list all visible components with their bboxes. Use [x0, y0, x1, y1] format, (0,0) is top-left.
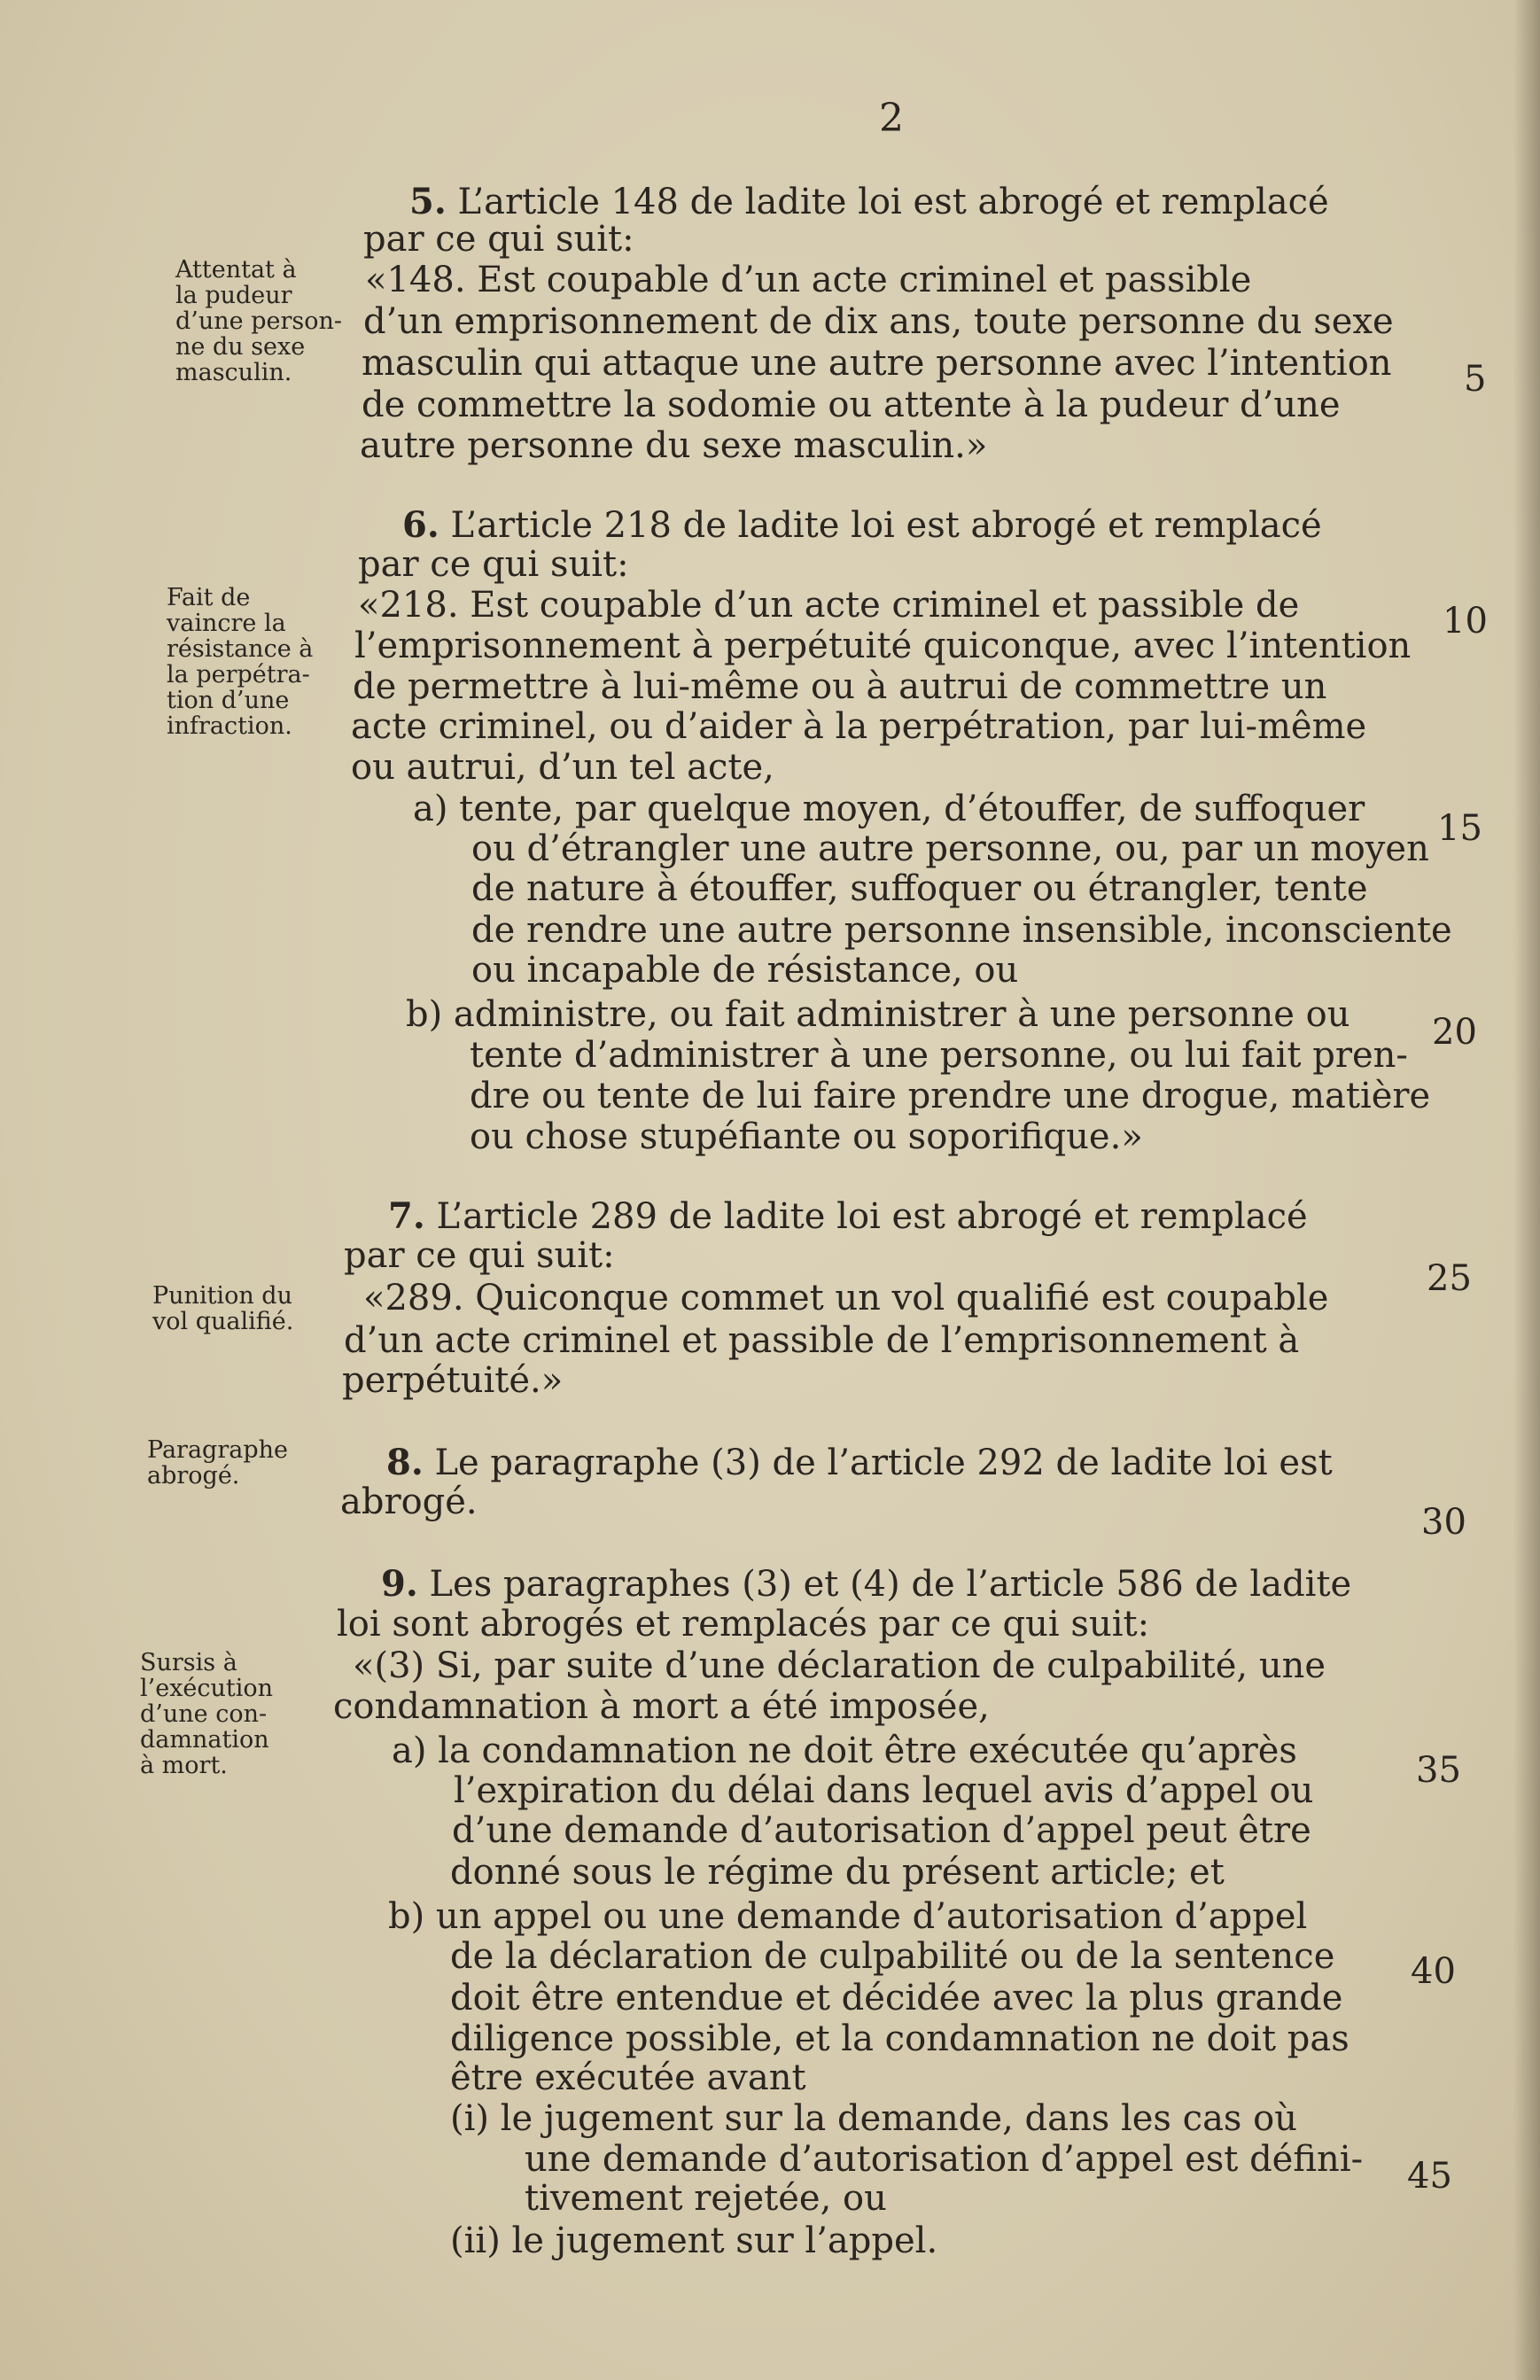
section-line: l’emprisonnement à perpétuité quiconque, avec l’intention — [354, 626, 1412, 666]
section-line: par ce qui suit: — [363, 219, 634, 260]
section-line: ou autrui, d’un tel acte, — [351, 747, 774, 788]
section-line: de permettre à lui-même ou à autrui de commettre un — [353, 666, 1327, 707]
section-line: dre ou tente de lui faire prendre une drogue, matière — [470, 1076, 1431, 1116]
section-line: donné sous le régime du présent article; et — [450, 1852, 1225, 1893]
section-line: de la déclaration de culpabilité ou de la sentence — [450, 1936, 1335, 1977]
line-number: 20 — [1432, 1012, 1477, 1053]
section-line: abrogé. — [340, 1482, 478, 1522]
section-number: 8. — [386, 1442, 424, 1483]
margin-note-vol-qualifie: Punition du vol qualifié. — [152, 1282, 294, 1335]
margin-note-attentat: Attentat à la pudeur d’une person- ne du sexe masculin. — [175, 256, 342, 386]
section-line: tivement rejetée, ou — [525, 2178, 887, 2219]
section-line: d’un emprisonnement de dix ans, toute personne du sexe — [363, 301, 1394, 342]
section-line: ou chose stupéfiante ou soporifique.» — [470, 1116, 1143, 1157]
section-line: être exécutée avant — [450, 2057, 806, 2098]
line-number: 10 — [1443, 601, 1488, 642]
section-line: 6. L’article 218 de ladite loi est abrogé et remplacé — [402, 504, 1322, 546]
section-line: diligence possible, et la condamnation ne doit pas — [450, 2018, 1349, 2059]
section-line: ou incapable de résistance, ou — [471, 950, 1019, 991]
section-line: «(3) Si, par suite d’une déclaration de culpabilité, une — [353, 1645, 1326, 1686]
section-number: 9. — [381, 1563, 418, 1605]
section-line: par ce qui suit: — [344, 1235, 615, 1276]
margin-note-sursis: Sursis à l’exécution d’une con- damnation à mort. — [140, 1649, 274, 1779]
line-number: 45 — [1407, 2156, 1452, 2197]
page-number: 2 — [879, 96, 904, 141]
margin-note-resistance: Fait de vaincre la résistance à la perpétra- tion d’une infraction. — [167, 584, 314, 740]
line-number: 40 — [1411, 1951, 1456, 1992]
section-line: tente d’administrer à une personne, ou lui fait pren- — [470, 1035, 1408, 1076]
section-line: une demande d’autorisation d’appel est défini- — [525, 2139, 1364, 2180]
section-line: b) administre, ou fait administrer à une personne ou — [406, 994, 1350, 1035]
line-number: 15 — [1437, 808, 1482, 849]
section-line: 9. Les paragraphes (3) et (4) de l’article 586 de ladite — [381, 1563, 1352, 1605]
section-line: par ce qui suit: — [358, 544, 629, 585]
section-line: b) un appel ou une demande d’autorisation d’appel — [388, 1896, 1308, 1937]
section-line: autre personne du sexe masculin.» — [360, 425, 988, 466]
section-line: de nature à étouffer, suffoquer ou étrangler, tente — [471, 868, 1368, 909]
section-line: «218. Est coupable d’un acte criminel et passible de — [358, 585, 1300, 626]
section-line: a) tente, par quelque moyen, d’étouffer, de suffoquer — [413, 789, 1365, 829]
section-line: ou d’étrangler une autre personne, ou, par un moyen — [471, 828, 1429, 869]
section-line: 8. Le paragraphe (3) de l’article 292 de ladite loi est — [386, 1442, 1333, 1483]
section-line: «148. Est coupable d’un acte criminel et passible — [365, 260, 1252, 300]
section-line: 5. L’article 148 de ladite loi est abrogé et remplacé — [409, 181, 1329, 222]
section-number: 5. — [409, 181, 447, 222]
section-line: de rendre une autre personne insensible, inconsciente — [471, 910, 1452, 951]
section-line: a) la condamnation ne doit être exécutée qu’après — [392, 1731, 1297, 1771]
section-line: condamnation à mort a été imposée, — [333, 1686, 990, 1727]
section-line: de commettre la sodomie ou attente à la pudeur d’une — [362, 385, 1341, 425]
section-line: (ii) le jugement sur l’appel. — [450, 2221, 938, 2261]
line-number: 35 — [1416, 1750, 1461, 1791]
margin-note-paragraphe-abroge: Paragraphe abrogé. — [147, 1436, 288, 1489]
section-line: d’un acte criminel et passible de l’emprisonnement à — [344, 1320, 1300, 1361]
section-line: doit être entendue et décidée avec la plus grande — [450, 1978, 1343, 2018]
line-number: 25 — [1427, 1258, 1472, 1299]
section-line: 7. L’article 289 de ladite loi est abrogé et remplacé — [388, 1195, 1308, 1237]
section-line: l’expiration du délai dans lequel avis d’appel ou — [454, 1770, 1314, 1811]
section-line: (i) le jugement sur la demande, dans les cas où — [450, 2098, 1297, 2139]
section-line: masculin qui attaque une autre personne avec l’intention — [362, 343, 1392, 384]
section-line: perpétuité.» — [342, 1360, 564, 1401]
page-edge-shadow — [1513, 0, 1540, 2380]
section-number: 6. — [402, 504, 439, 546]
section-number: 7. — [388, 1195, 425, 1237]
section-line: «289. Quiconque commet un vol qualifié est coupable — [363, 1278, 1329, 1318]
line-number: 30 — [1421, 1502, 1466, 1543]
section-line: d’une demande d’autorisation d’appel peut être — [452, 1810, 1311, 1851]
line-number: 5 — [1464, 359, 1487, 400]
section-line: loi sont abrogés et remplacés par ce qui suit: — [337, 1604, 1150, 1645]
section-line: acte criminel, ou d’aider à la perpétration, par lui-même — [351, 706, 1367, 747]
